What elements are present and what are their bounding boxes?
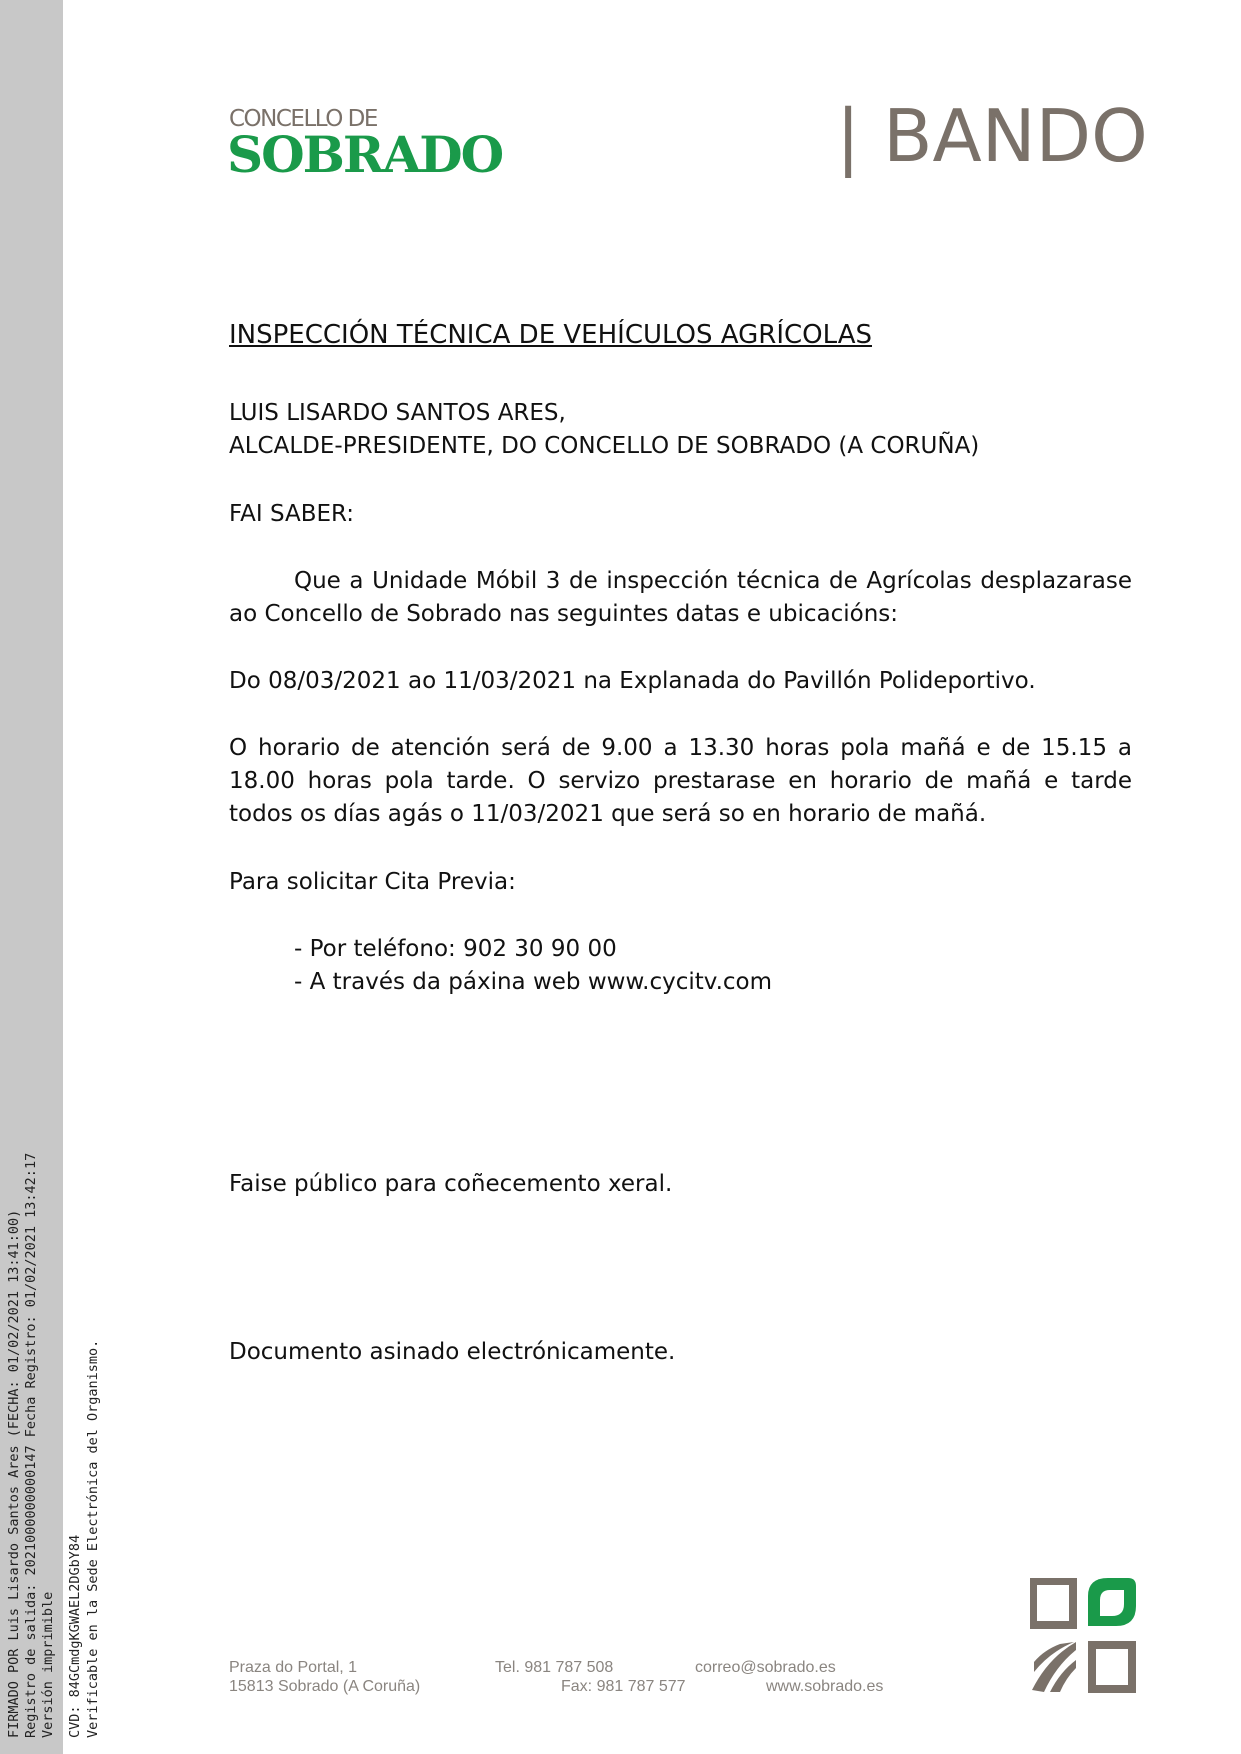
sidebar-signature-line: FIRMADO POR Luis Lisardo Santos Ares (FECHA: 01/02/2021 13:41:00) bbox=[6, 1209, 22, 1738]
footer-email: correo@sobrado.es bbox=[695, 1659, 836, 1676]
fai-saber-heading: FAI SABER: bbox=[229, 501, 355, 527]
sidebar-registry-line: Registro de salida: 2021000000000147 Fecha Registro: 01/02/2021 13:42:17 bbox=[23, 1152, 39, 1738]
sidebar-version-line: Versión imprimible bbox=[40, 1591, 56, 1738]
footer-address-line2: 15813 Sobrado (A Coruña) bbox=[229, 1678, 421, 1695]
logo-sobrado-text: SOBRADO bbox=[227, 125, 503, 184]
bando-heading: | BANDO bbox=[836, 94, 1148, 178]
list-item-web: - A través da páxina web www.cycitv.com bbox=[294, 969, 773, 995]
footer-address-line1: Praza do Portal, 1 bbox=[229, 1659, 358, 1676]
logo-concello-text: CONCELLO DE bbox=[229, 106, 377, 132]
paragraph-dates: Do 08/03/2021 ao 11/03/2021 na Explanada do Pavillón Polideportivo. bbox=[229, 668, 1036, 694]
author-role: ALCALDE-PRESIDENTE, DO CONCELLO DE SOBRADO (A CORUÑA) bbox=[229, 433, 980, 459]
paragraph-unit-visit: Que a Unidade Móbil 3 de inspección técnica de Agrícolas desplazarase ao Concello de Sobrado nas seguintes datas e ubicacións: bbox=[229, 568, 1132, 627]
paragraph-schedule: O horario de atención será de 9.00 a 13.30 horas pola mañá e de 15.15 a 18.00 horas pola tarde. O servizo prestarase en horario de mañá e tarde todos os días agás o 11/03/2021 que será so en horario de mañá. bbox=[229, 735, 1132, 827]
list-item-phone: - Por teléfono: 902 30 90 00 bbox=[294, 936, 617, 962]
footer-phone: Tel. 981 787 508 bbox=[495, 1659, 614, 1676]
sobrado-emblem-icon bbox=[1030, 1578, 1136, 1694]
sidebar-cvd-line: CVD: 84GCmdgKGWAEL2DGbY84 bbox=[67, 1534, 83, 1738]
closing-statement: Faise público para coñecemento xeral. bbox=[229, 1171, 673, 1197]
footer-website: www.sobrado.es bbox=[766, 1678, 884, 1695]
footer-fax: Fax: 981 787 577 bbox=[561, 1678, 686, 1695]
paragraph-appointment: Para solicitar Cita Previa: bbox=[229, 869, 516, 895]
electronic-signature-note: Documento asinado electrónicamente. bbox=[229, 1339, 676, 1365]
sidebar-verify-line: Verificable en la Sede Electrónica del Organismo. bbox=[85, 1339, 101, 1738]
author-name: LUIS LISARDO SANTOS ARES, bbox=[229, 400, 566, 426]
document-title: INSPECCIÓN TÉCNICA DE VEHÍCULOS AGRÍCOLAS bbox=[229, 320, 872, 350]
